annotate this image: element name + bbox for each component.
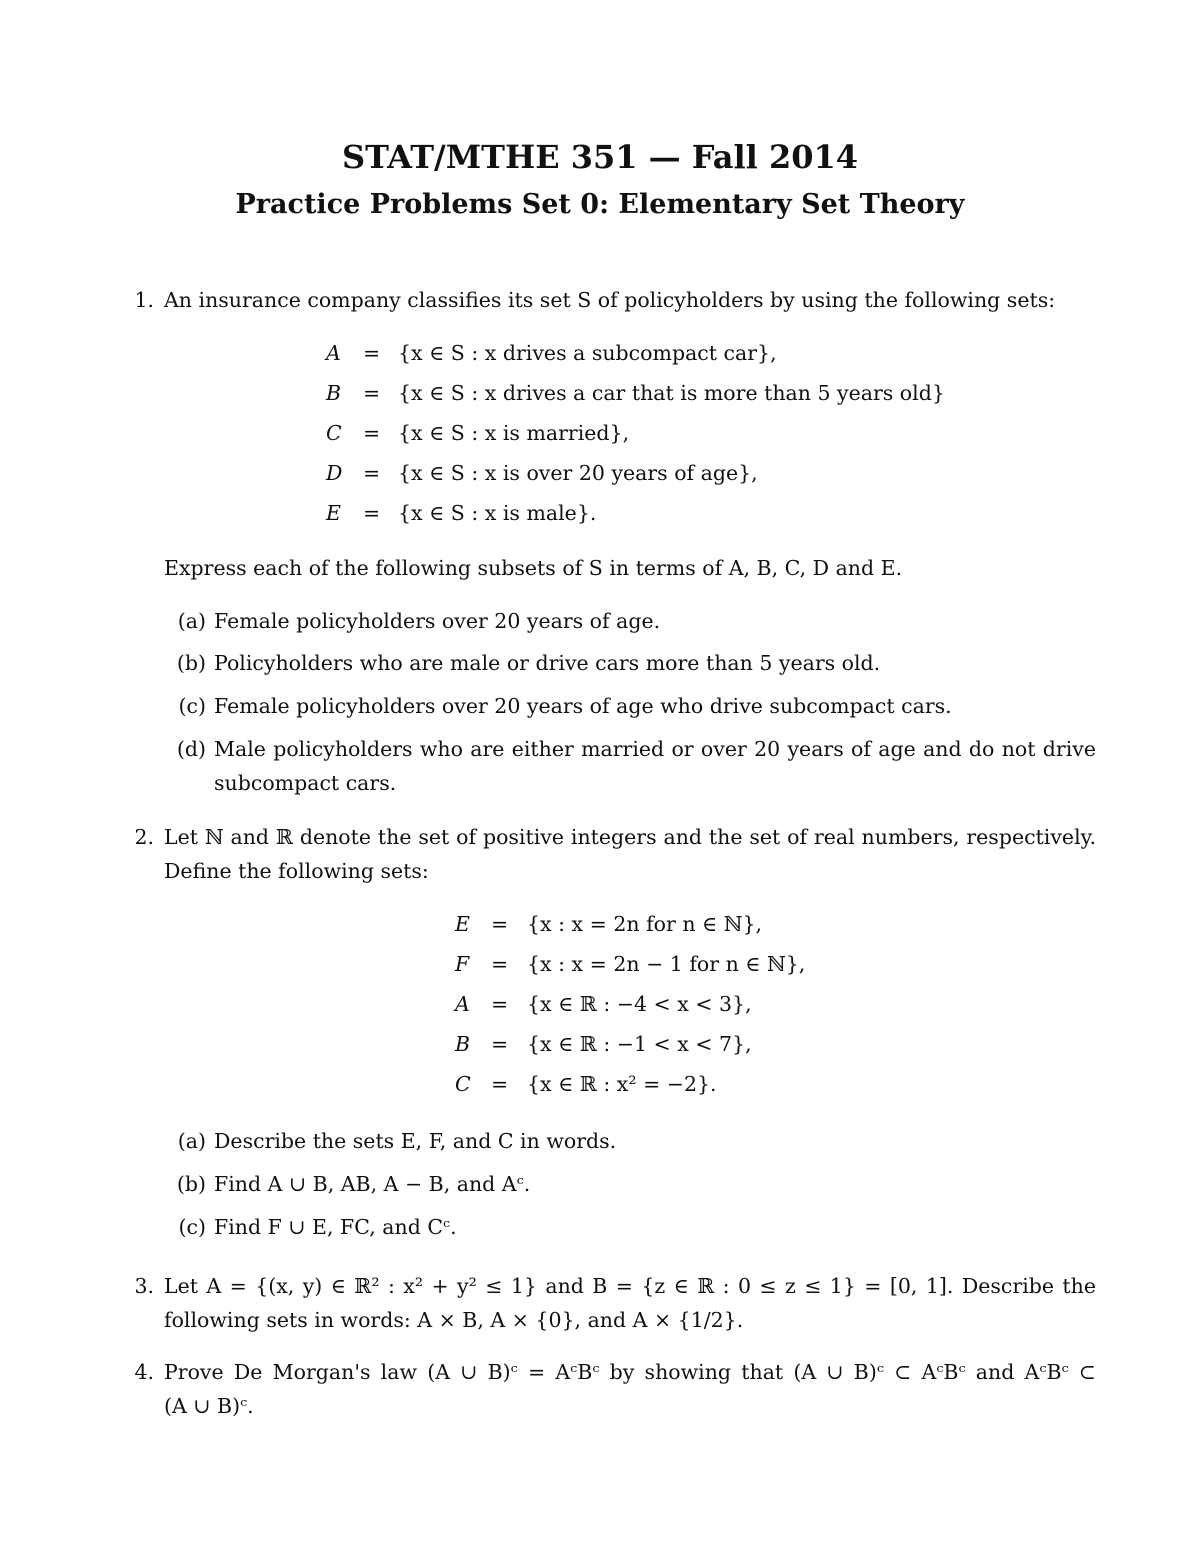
problem-intro: An insurance company classifies its set S of policyholders by using the following sets: [164,288,1056,312]
part-label: (b) [176,651,206,675]
part-text: Male policyholders who are either married or over 20 years of age and do not drive [214,737,1096,761]
equation-relation: = [363,501,381,525]
equation-lhs: B [455,1032,471,1056]
problem-intro: Let ℕ and ℝ denote the set of positive integers and the set of real numbers, respectively. [164,825,1096,849]
equation-relation: = [363,381,381,405]
problem-number: 1. [134,288,154,312]
problem-intro-continued: Define the following sets: [164,859,429,883]
part-label: (d) [176,737,206,761]
equation-rhs: {x ∈ S : x is male}. [398,501,597,525]
equation-lhs: D [326,461,343,485]
part-text-continued: subcompact cars. [214,771,397,795]
equation-relation: = [363,421,381,445]
part-text: Find A ∪ B, AB, A − B, and Aᶜ. [214,1172,531,1196]
equation-rhs: {x ∈ S : x is married}, [398,421,630,445]
equation-lhs: E [455,912,470,936]
equation-lhs: A [326,341,341,365]
equation-lhs: B [326,381,342,405]
problem-number: 4. [134,1360,154,1384]
equation-rhs: {x ∈ S : x drives a car that is more than 5 years old} [398,381,945,405]
equation-relation: = [491,912,509,936]
problem-text-continued: (A ∪ B)ᶜ. [164,1394,254,1418]
equation-rhs: {x : x = 2n − 1 for n ∈ ℕ}, [527,952,806,976]
equation-relation: = [363,461,381,485]
problem-number: 2. [134,825,154,849]
equation-rhs: {x ∈ ℝ : −1 < x < 7}, [527,1032,752,1056]
page-subtitle: Practice Problems Set 0: Elementary Set Theory [235,189,965,220]
equation-relation: = [363,341,381,365]
equation-lhs: A [455,992,470,1016]
equation-rhs: {x ∈ S : x drives a subcompact car}, [398,341,777,365]
equation-rhs: {x ∈ ℝ : −4 < x < 3}, [527,992,752,1016]
equation-rhs: {x ∈ ℝ : x² = −2}. [527,1072,717,1096]
equation-relation: = [491,992,509,1016]
part-text: Find F ∪ E, FC, and Cᶜ. [214,1215,457,1239]
equation-lhs: F [455,952,470,976]
page-title: STAT/MTHE 351 — Fall 2014 [341,138,859,176]
problem-number: 3. [134,1274,154,1298]
equation-relation: = [491,1032,509,1056]
equation-lhs: E [326,501,341,525]
part-label: (c) [178,1215,206,1239]
problem-text: Let A = {(x, y) ∈ ℝ² : x² + y² ≤ 1} and B = {z ∈ ℝ : 0 ≤ z ≤ 1} = [0, 1]. Describe the [164,1274,1096,1298]
problem-text-continued: following sets in words: A × B, A × {0}, and A × {1/2}. [164,1308,744,1332]
equation-relation: = [491,952,509,976]
part-text: Policyholders who are male or drive cars more than 5 years old. [214,651,881,675]
problem-prompt: Express each of the following subsets of S in terms of A, B, C, D and E. [164,556,903,580]
equation-rhs: {x : x = 2n for n ∈ ℕ}, [527,912,763,936]
equation-rhs: {x ∈ S : x is over 20 years of age}, [398,461,758,485]
part-label: (a) [177,609,206,633]
equation-relation: = [491,1072,509,1096]
problem-text: Prove De Morgan's law (A ∪ B)ᶜ = AᶜBᶜ by showing that (A ∪ B)ᶜ ⊂ AᶜBᶜ and AᶜBᶜ ⊂ [164,1360,1096,1384]
equation-lhs: C [326,421,342,445]
part-label: (c) [178,694,206,718]
part-text: Female policyholders over 20 years of age who drive subcompact cars. [214,694,952,718]
part-text: Female policyholders over 20 years of age. [214,609,661,633]
part-label: (b) [176,1172,206,1196]
part-text: Describe the sets E, F, and C in words. [214,1129,617,1153]
part-label: (a) [177,1129,206,1153]
equation-lhs: C [455,1072,471,1096]
